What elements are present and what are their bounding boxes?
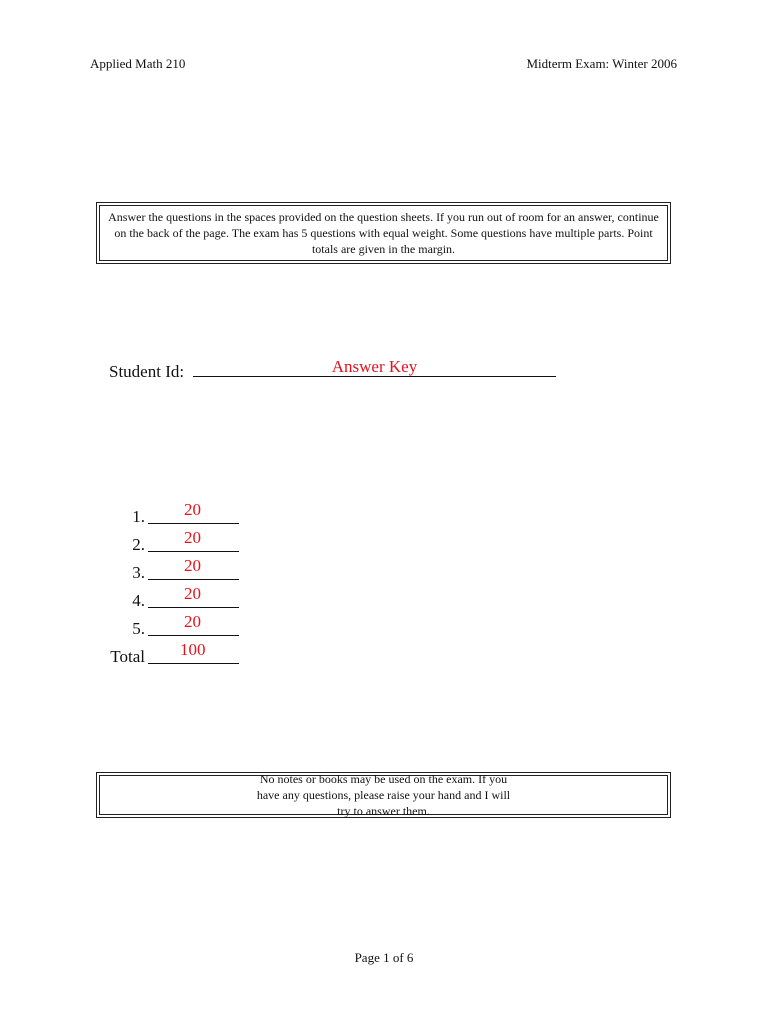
score-label: 1.	[132, 507, 145, 526]
score-value: 20	[184, 584, 201, 603]
score-underline	[148, 551, 239, 552]
score-value: 20	[184, 612, 201, 631]
student-id-label: Student Id:	[109, 362, 185, 381]
instructions-text: Answer the questions in the spaces provided on the question sheets. If you run out of room for an answer, continue on the back of the page. The exam has 5 questions with equal weight. Some questions have multiple parts. Point totals are given in the margin.	[99, 205, 668, 261]
score-value: 20	[184, 556, 201, 575]
score-value: 20	[184, 500, 201, 519]
instructions-box	[96, 202, 671, 264]
total-value: 100	[180, 640, 206, 659]
course-title: Applied Math 210	[90, 56, 186, 71]
rules-box	[96, 772, 671, 818]
score-underline	[148, 579, 239, 580]
score-underline	[148, 607, 239, 608]
total-underline	[148, 663, 239, 664]
student-id-value: Answer Key	[331, 357, 418, 376]
score-underline	[148, 523, 239, 524]
score-label: 5.	[132, 619, 145, 638]
rules-text: No notes or books may be used on the exam. If you have any questions, please raise your hand and I will try to answer them.	[99, 775, 668, 815]
score-value: 20	[184, 528, 201, 547]
score-row-4	[0, 586, 260, 610]
score-label: 4.	[132, 591, 145, 610]
score-row-total	[0, 642, 260, 666]
score-row-3	[0, 558, 260, 582]
score-underline	[148, 635, 239, 636]
score-row-2	[0, 530, 260, 554]
score-row-1	[0, 502, 260, 526]
score-row-5	[0, 614, 260, 638]
exam-title: Midterm Exam: Winter 2006	[526, 56, 677, 71]
total-label: Total	[110, 647, 145, 666]
score-label: 3.	[132, 563, 145, 582]
score-label: 2.	[132, 535, 145, 554]
page-number: Page 1 of 6	[354, 950, 414, 965]
